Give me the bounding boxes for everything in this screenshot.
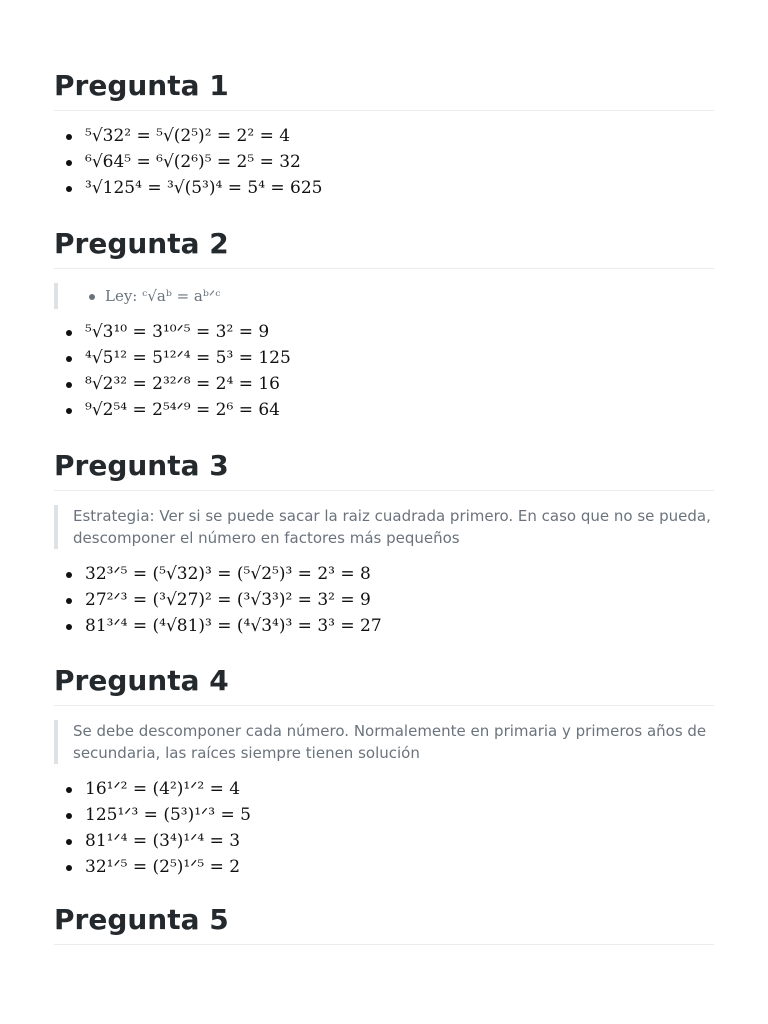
list-item: 32³ᐟ⁵ = (⁵√32)³ = (⁵√2⁵)³ = 2³ = 8: [54, 561, 714, 587]
list-item: 32¹ᐟ⁵ = (2⁵)¹ᐟ⁵ = 2: [54, 854, 714, 880]
list-item: ⁵√32² = ⁵√(2⁵)² = 2² = 4: [54, 123, 714, 149]
list-item: 81¹ᐟ⁴ = (3⁴)¹ᐟ⁴ = 3: [54, 828, 714, 854]
list-item: ⁶√64⁵ = ⁶√(2⁶)⁵ = 2⁵ = 32: [54, 149, 714, 175]
section-pregunta-1: [54, 68, 714, 201]
section-heading: Pregunta 5: [54, 902, 714, 945]
note-text: Se debe descomponer cada número. Normalemente en primaria y primeros años de secundaria, las raíces siempre tienen solución: [73, 722, 707, 762]
section-pregunta-3: [54, 448, 714, 639]
list-item: ⁸√2³² = 2³²ᐟ⁸ = 2⁴ = 16: [54, 371, 714, 397]
section-heading: Pregunta 1: [54, 68, 714, 111]
list-item: ⁴√5¹² = 5¹²ᐟ⁴ = 5³ = 125: [54, 345, 714, 371]
list-item: 125¹ᐟ³ = (5³)¹ᐟ³ = 5: [54, 802, 714, 828]
section-heading: Pregunta 3: [54, 448, 714, 491]
equation-list: [54, 123, 714, 201]
list-item: ⁹√2⁵⁴ = 2⁵⁴ᐟ⁹ = 2⁶ = 64: [54, 397, 714, 423]
law-quote: [54, 283, 714, 309]
equation-list: [54, 561, 714, 639]
section-pregunta-2: [54, 226, 714, 423]
section-pregunta-4: [54, 663, 714, 880]
section-heading: Pregunta 4: [54, 663, 714, 706]
strategy-text: Estrategia: Ver si se puede sacar la raiz cuadrada primero. En caso que no se pueda, descomponer el número en factores más pequeños: [73, 507, 711, 547]
list-item: 81³ᐟ⁴ = (⁴√81)³ = (⁴√3⁴)³ = 3³ = 27: [54, 613, 714, 639]
list-item: 27²ᐟ³ = (³√27)² = (³√3³)² = 3² = 9: [54, 587, 714, 613]
section-heading: Pregunta 2: [54, 226, 714, 269]
list-item: 16¹ᐟ² = (4²)¹ᐟ² = 4: [54, 776, 714, 802]
list-item: ³√125⁴ = ³√(5³)⁴ = 5⁴ = 625: [54, 175, 714, 201]
law-list: [73, 283, 714, 309]
equation-list: [54, 319, 714, 423]
list-item: ⁵√3¹⁰ = 3¹⁰ᐟ⁵ = 3² = 9: [54, 319, 714, 345]
law-item: Ley: ᶜ√aᵇ = aᵇᐟᶜ: [73, 283, 714, 309]
strategy-quote: [54, 505, 714, 549]
section-pregunta-5: [54, 902, 714, 945]
equation-list: [54, 776, 714, 880]
note-quote: [54, 720, 714, 764]
